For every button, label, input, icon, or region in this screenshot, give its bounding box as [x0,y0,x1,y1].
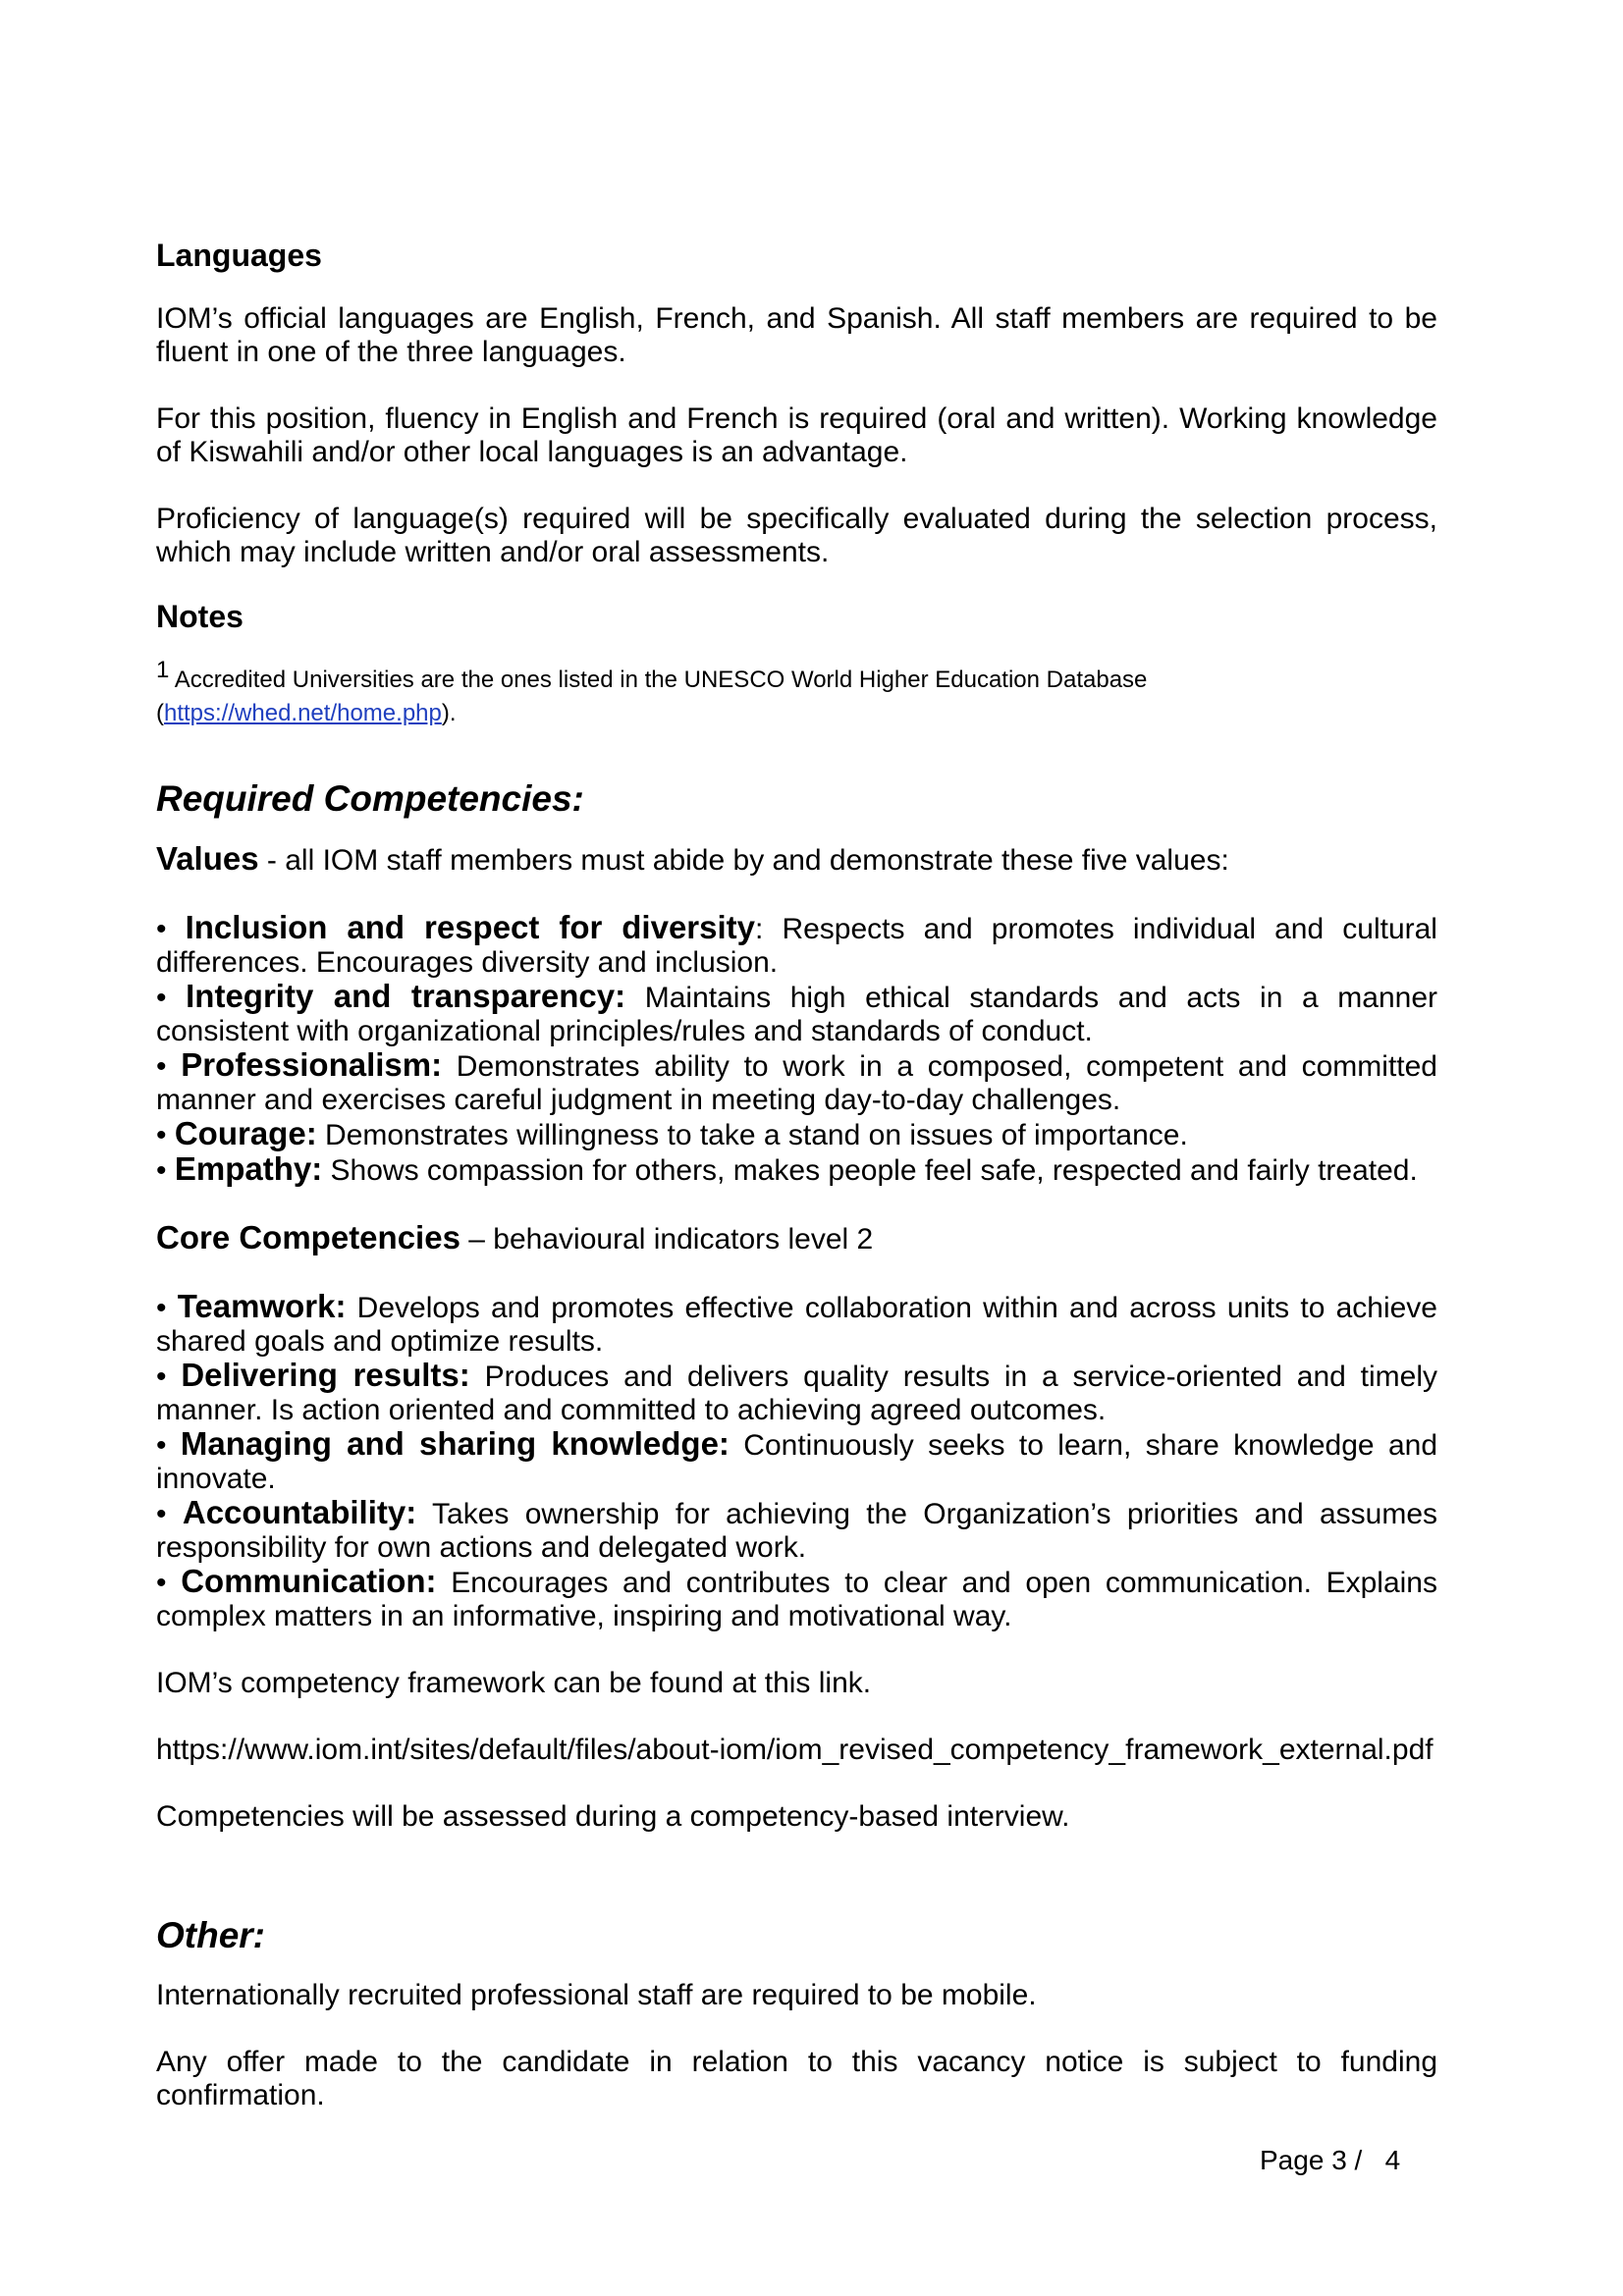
bullet-marker: • [156,913,186,945]
core-intro-text: – behavioural indicators level 2 [460,1223,874,1255]
core-competency-item [156,1496,1437,1565]
core-competency-item [156,1359,1437,1427]
framework-text: IOM’s competency framework can be found at this link. [156,1667,872,1699]
core-lead: Core Competencies [156,1219,460,1255]
bullet-separator: : [755,913,764,945]
bullet-marker: • [156,1050,182,1083]
footnote-paren-open: ( [156,700,164,726]
other-heading: Other: [156,1915,265,1955]
bullet-term: Courage: [174,1115,317,1151]
bullet-description: Demonstrates willingness to take a stand on issues of importance. [316,1119,1188,1151]
bullet-marker: • [156,1429,181,1462]
page-current: 3 [1331,2145,1347,2175]
core-competency-item [156,1565,1437,1633]
bullet-marker: • [156,1567,182,1599]
bullet-term: Delivering results: [181,1357,470,1393]
other-paragraph-1: Internationally recruited professional staff are required to be mobile. [156,1979,1037,2011]
bullet-term: Communication: [181,1563,437,1599]
bullet-term: Inclusion and respect for diversity [185,909,755,945]
languages-paragraph-1: IOM’s official languages are English, French, and Spanish. All staff members are required to be fluent in one of the three languages. [156,302,1437,368]
bullet-description: Takes ownership for achieving the Organization’s priorities and assumes responsibility for own actions and delegated work. [156,1498,1438,1564]
bullet-marker: • [156,1119,175,1151]
footnote-text: Accredited Universities are the ones listed in the UNESCO World Higher Education Database [169,667,1148,693]
bullet-term: Professionalism: [181,1046,443,1083]
page-number [1260,2144,1400,2177]
value-item [156,980,1437,1048]
page-content [156,236,1437,2112]
page-total: 4 [1384,2145,1401,2175]
bullet-marker: • [156,1361,182,1393]
bullet-term: Integrity and transparency: [186,978,626,1014]
other-paragraph-2: Any offer made to the candidate in relation to this vacancy notice is subject to funding confirmation. [156,2046,1437,2111]
bullet-description: Encourages and contributes to clear and open communication. Explains complex matters in an informative, inspiring and motivational way. [156,1567,1437,1632]
value-item [156,1152,1437,1188]
footnote-link-line [156,697,1437,730]
whed-link[interactable]: https://whed.net/home.php [164,700,442,726]
bullet-marker: • [156,1498,183,1530]
page-label: Page [1260,2145,1325,2175]
values-intro-text: - all IOM staff members must abide by and demonstrate these five values: [258,844,1229,877]
notes-heading: Notes [156,599,243,634]
value-item [156,1048,1437,1117]
bullet-description: Respects and promotes individual and cultural differences. Encourages diversity and inclusion. [156,913,1437,979]
core-competencies-list [156,1290,1437,1633]
bullet-description: Maintains high ethical standards and acts in a manner consistent with organizational principles/rules and standards of conduct. [156,982,1438,1047]
footnote [156,657,1437,697]
bullet-description: Continuously seeks to learn, share knowledge and innovate. [156,1429,1438,1495]
bullet-term: Accountability: [182,1494,417,1530]
core-intro [156,1221,1437,1256]
bullet-term: Managing and sharing knowledge: [180,1425,730,1462]
bullet-description: Shows compassion for others, makes people feel safe, respected and fairly treated. [322,1154,1418,1187]
bullet-term: Empathy: [174,1150,323,1187]
languages-paragraph-2: For this position, fluency in English and French is required (oral and written). Working knowledge of Kiswahili and/or other local languages is an advantage. [156,402,1437,468]
required-competencies-heading: Required Competencies: [156,778,584,819]
core-competency-item [156,1427,1437,1496]
bullet-description: Demonstrates ability to work in a composed, competent and committed manner and exercises careful judgment in meeting day-to-day challenges. [156,1050,1437,1116]
bullet-marker: • [156,1154,175,1187]
bullet-description: Produces and delivers quality results in a service-oriented and timely manner. Is action oriented and committed to achieving agreed outcomes. [156,1361,1438,1426]
values-list [156,911,1437,1188]
bullet-term: Teamwork: [177,1288,347,1324]
bullet-marker: • [156,982,187,1014]
languages-paragraph-3: Proficiency of language(s) required will be specifically evaluated during the selection process, which may include written and/or oral assessments. [156,503,1437,568]
footnote-marker: 1 [156,657,170,683]
bullet-marker: • [156,1292,178,1324]
languages-heading: Languages [156,238,322,273]
bullet-description: Develops and promotes effective collaboration within and across units to achieve shared goals and optimize results. [156,1292,1437,1358]
values-intro [156,842,1437,878]
assessment-text: Competencies will be assessed during a competency-based interview. [156,1800,1070,1833]
page-separator: / [1354,2145,1363,2175]
core-competency-item [156,1290,1437,1359]
value-item [156,911,1437,980]
values-lead: Values [156,840,259,877]
value-item [156,1117,1437,1152]
framework-url[interactable]: https://www.iom.int/sites/default/files/about-iom/iom_revised_competency_framework_external.pdf [156,1734,1434,1766]
footnote-paren-close: ). [441,700,457,726]
